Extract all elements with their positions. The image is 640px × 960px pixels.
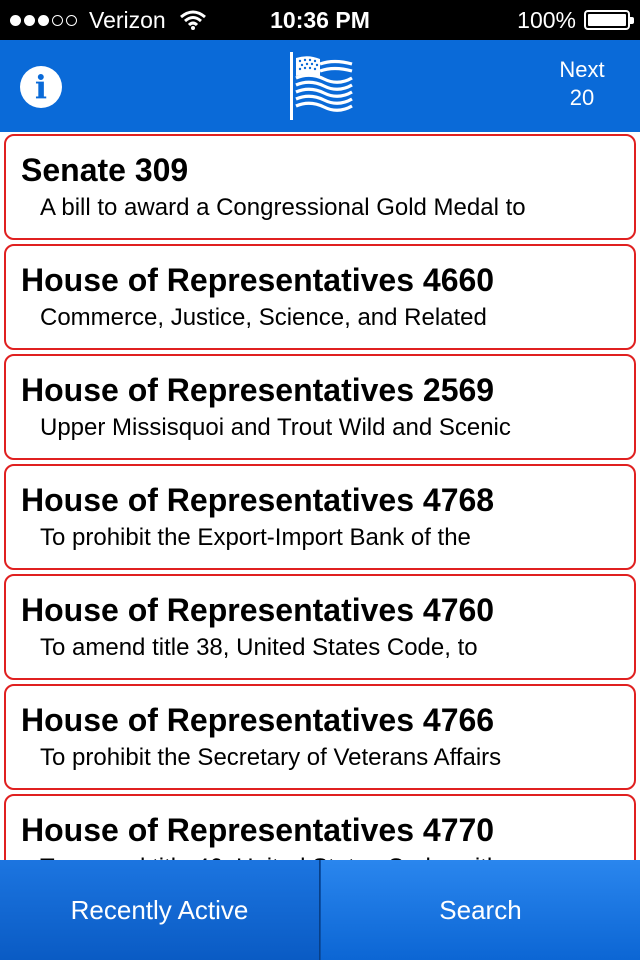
search-button[interactable]: Search bbox=[321, 860, 640, 960]
bill-list-item[interactable] bbox=[4, 244, 636, 350]
status-bar bbox=[0, 0, 640, 40]
battery-icon bbox=[584, 10, 630, 30]
recently-active-button[interactable]: Recently Active bbox=[0, 860, 320, 960]
bill-list-item[interactable] bbox=[4, 574, 636, 680]
bill-list-item[interactable] bbox=[4, 134, 636, 240]
status-right bbox=[517, 0, 630, 40]
status-time: 10:36 PM bbox=[270, 7, 370, 33]
bill-title: House of Representatives 4768 bbox=[21, 482, 495, 518]
bill-description: To prohibit the Export-Import Bank of the bbox=[40, 524, 471, 551]
next-count: 20 bbox=[569, 85, 595, 110]
bill-list-item[interactable] bbox=[4, 684, 636, 790]
bill-title: House of Representatives 4766 bbox=[21, 702, 495, 738]
bill-description: To prohibit the Secretary of Veterans Affairs bbox=[40, 744, 502, 771]
bill-title: House of Representatives 4660 bbox=[21, 262, 495, 298]
bill-title: House of Representatives 2569 bbox=[21, 372, 495, 408]
bill-list-item[interactable] bbox=[4, 464, 636, 570]
battery-percent: 100% bbox=[517, 6, 576, 33]
bill-description: To amend title 38, United States Code, to bbox=[40, 634, 478, 661]
bill-description: A bill to award a Congressional Gold Medal to bbox=[40, 194, 526, 221]
info-button[interactable]: i bbox=[20, 66, 62, 108]
bill-title: House of Representatives 4760 bbox=[21, 592, 495, 628]
next-20-button[interactable] bbox=[542, 56, 622, 112]
bill-title: Senate 309 bbox=[21, 152, 189, 188]
bill-title: House of Representatives 4770 bbox=[21, 812, 495, 848]
carrier-name: Verizon bbox=[89, 6, 166, 33]
bottom-tab-bar bbox=[0, 860, 640, 960]
bill-description: Upper Missisquoi and Trout Wild and Scenic bbox=[40, 414, 511, 441]
bill-description: Commerce, Justice, Science, and Related bbox=[40, 304, 487, 331]
american-flag-icon bbox=[286, 50, 356, 122]
next-label: Next bbox=[559, 57, 605, 82]
bill-list[interactable] bbox=[0, 132, 640, 860]
navigation-bar bbox=[0, 40, 640, 132]
bill-list-item[interactable] bbox=[4, 354, 636, 460]
